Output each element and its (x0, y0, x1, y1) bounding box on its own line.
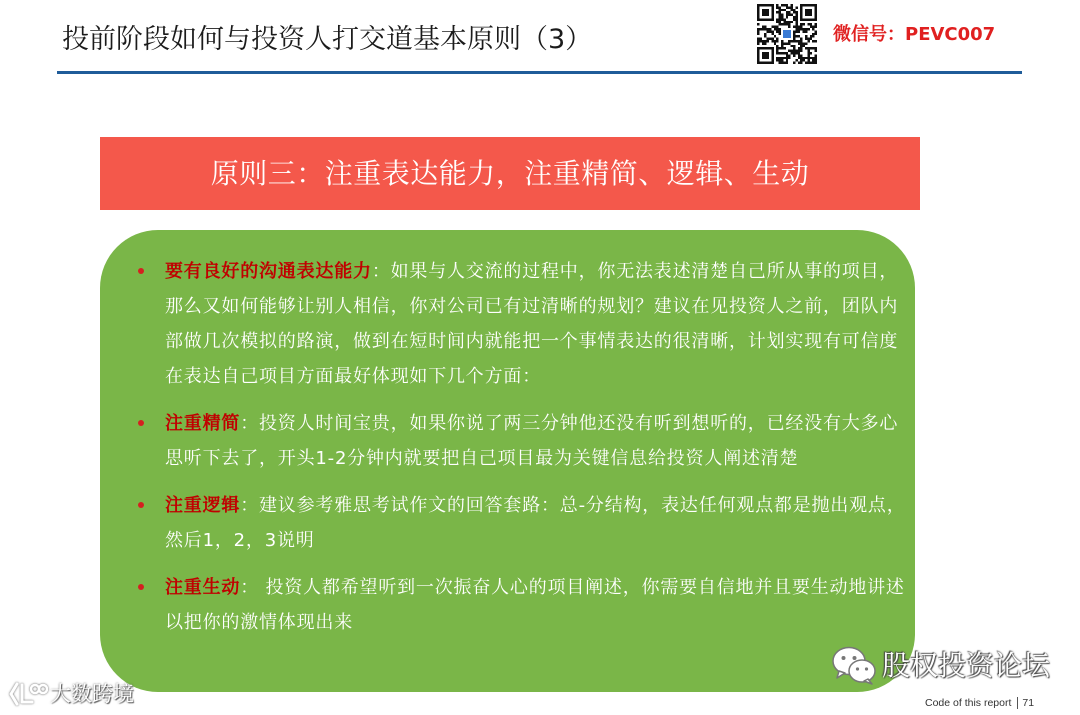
page-title: 投前阶段如何与投资人打交道基本原则（3） (62, 24, 593, 55)
brand-logo-icon (8, 681, 48, 707)
wechat-icon (831, 645, 877, 685)
principle-banner (100, 137, 920, 210)
principle-text: ： 投资人都希望听到一次振奋人心的项目阐述，你需要自信地并且要生动地讲述以把你的激情体现出来 (165, 577, 905, 633)
header-divider (57, 71, 1022, 74)
bullet-dot-icon (138, 502, 144, 508)
principle-item (165, 570, 907, 640)
qr-code-icon (757, 4, 817, 64)
principle-item (165, 406, 907, 476)
bullet-dot-icon (138, 420, 144, 426)
principle-text: ：建议参考雅思考试作文的回答套路：总-分结构，表达任何观点都是抛出观点，然后1，2，3说明 (165, 495, 906, 551)
principle-term: 要有良好的沟通表达能力 (165, 261, 372, 282)
wechat-id-label: 微信号：PEVC007 (833, 24, 996, 45)
forum-watermark: 股权投资论坛 (882, 649, 1051, 682)
principle-term: 注重生动 (165, 577, 241, 598)
principle-item (165, 254, 907, 394)
principle-term: 注重精简 (165, 413, 241, 434)
principles-panel (100, 230, 915, 692)
banner-title: 原则三：注重表达能力，注重精简、逻辑、生动 (210, 156, 810, 190)
principle-item (165, 488, 907, 558)
report-footer (925, 697, 1034, 710)
brand-watermark: 大数跨境 (50, 682, 134, 706)
principles-list (165, 254, 907, 652)
principle-text: ：如果与人交流的过程中，你无法表述清楚自己所从事的项目，那么又如何能够让别人相信，你对公司已有过清晰的规划？建议在见投资人之前，团队内部做几次模拟的路演，做到在短时间内就能把一个事情表达的很清晰，计划实现有可信度在表达自己项目方面最好体现如下几个方面： (165, 261, 899, 387)
bullet-dot-icon (138, 584, 144, 590)
principle-term: 注重逻辑 (165, 495, 241, 516)
bullet-dot-icon (138, 268, 144, 274)
footer-code-label: Code of this report (925, 697, 1012, 709)
page-number: 71 (1017, 697, 1034, 709)
principle-text: ：投资人时间宝贵，如果你说了两三分钟他还没有听到想听的，已经没有大多心思听下去了，开头1-2分钟内就要把自己项目最为关键信息给投资人阐述清楚 (165, 413, 899, 469)
